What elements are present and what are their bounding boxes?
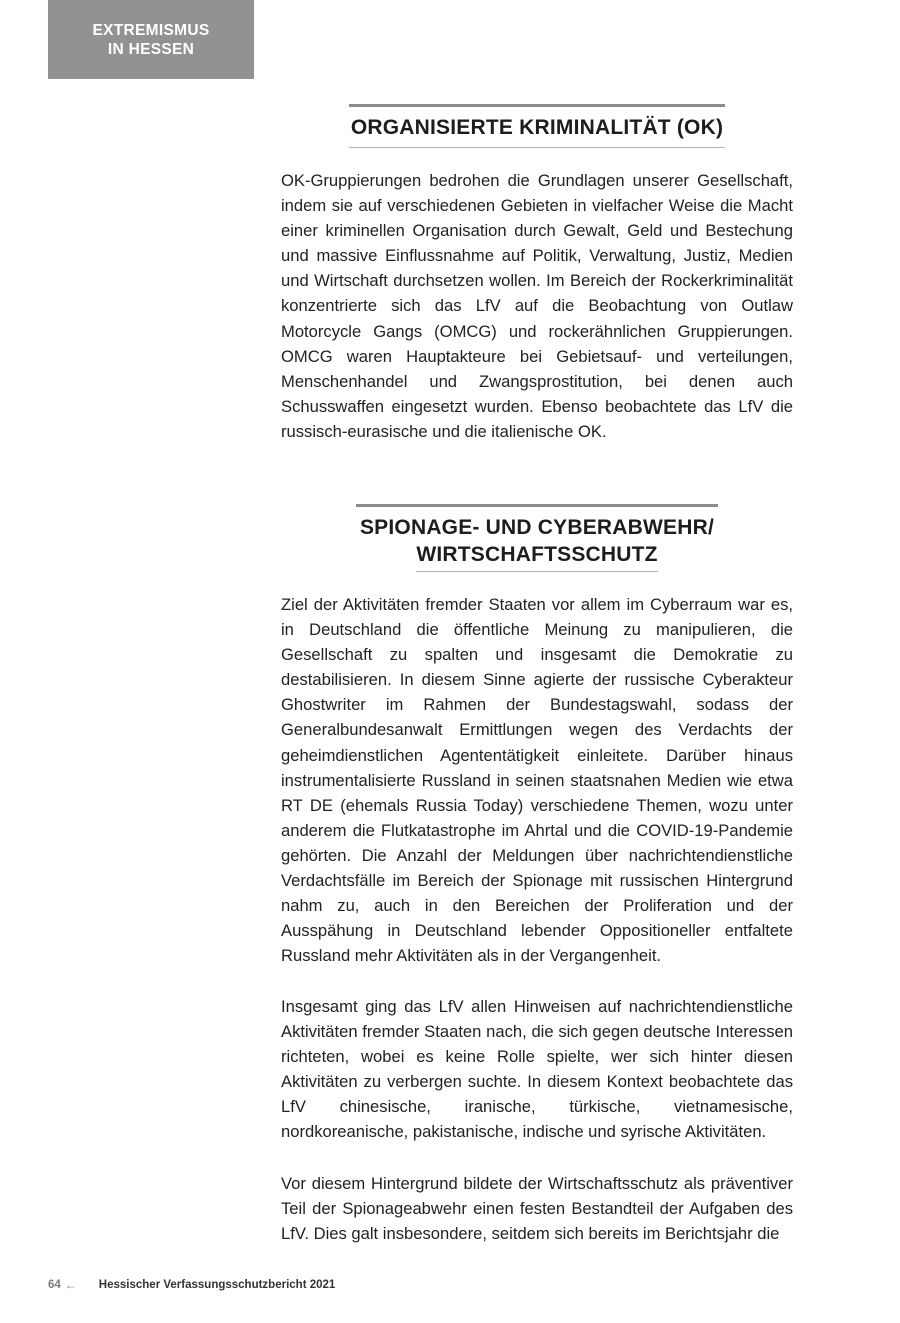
chapter-tab-line1: EXTREMISMUS [92,21,210,39]
section1-top-rule [349,104,725,107]
section1-title: ORGANISIERTE KRIMINALITÄT (OK) [350,116,724,139]
page-number: 64 [48,1279,61,1291]
publication-title: Hessischer Verfassungsschutzbericht 2021 [98,1279,336,1291]
section2-title-line2: WIRTSCHAFTSSCHUTZ [416,543,658,566]
section2-top-rule [356,504,718,507]
section2-title-line1: SPIONAGE- UND CYBERABWEHR/ [359,516,715,539]
page-footer [48,1278,335,1292]
section1-bottom-rule [349,147,725,148]
chapter-tab [48,0,254,79]
section2-paragraph2: Insgesamt ging das LfV allen Hinweisen auf nachrichtendienstliche Aktivitäten fremder Staaten nach, die sich gegen deutsche Interessen richteten, wobei es keine Rolle spielte, wer sich hinter diesen Aktivitäten zu verbergen suchte. In diesem Kontext beobachtete das LfV chinesische, iranische, türkische, vietnamesische, nordkoreanische, pakistanische, indische und syrische Aktivitäten. [281,997,793,1142]
arrow-left-icon: ← [64,1278,77,1292]
chapter-tab-line2: IN HESSEN [107,40,195,58]
section1-paragraph: OK-Gruppierungen bedrohen die Grundlagen unserer Gesellschaft, indem sie auf verschiedenen Gebieten in vielfacher Weise die Macht einer kriminellen Organisation durch Gewalt, Geld und Bestechung und massive Einflussnahme auf Politik, Verwaltung, Justiz, Medien und Wirtschaft durchsetzen wollen. Im Bereich der Rockerkriminalität konzentrierte sich das LfV auf die Beobachtung von Outlaw Motorcycle Gangs (OMCG) und rockerähnlichen Gruppierungen. OMCG waren Hauptakteure bei Gebietsauf- und verteilungen, Menschenhandel und Zwangsprostitution, bei denen auch Schusswaffen eingesetzt wurden. Ebenso beobachtete das LfV die russisch-eurasische und die italienische OK. [281,171,793,441]
section2-bottom-rule [416,571,658,572]
section2-paragraph3: Vor diesem Hintergrund bildete der Wirtschaftsschutz als präventiver Teil der Spionageabwehr einen festen Bestandteil der Aufgaben des LfV. Dies galt insbesondere, seitdem sich bereits im Berichtsjahr die [281,1174,793,1244]
section2-title [356,514,718,568]
section2-paragraph1: Ziel der Aktivitäten fremder Staaten vor allem im Cyberraum war es, in Deutschland die öffentliche Meinung zu manipulieren, die Gesellschaft zu spalten und insgesamt die Demokratie zu destabilisieren. In diesem Sinne agierte der russische Cyberakteur Ghostwriter im Rahmen der Bundestagswahl, sodass der Generalbundesanwalt Ermittlungen wegen des Verdachts der geheimdienstlichen Agententätigkeit einleitete. Darüber hinaus instrumentalisierte Russland in seinen staatsnahen Medien wie etwa RT DE (ehemals Russia Today) verschiedene Themen, wozu unter anderem die Flutkatastrophe im Ahrtal und die COVID-19-Pandemie gehörten. Die Anzahl der Meldungen über nachrichtendienstliche Verdachtsfälle im Bereich der Spionage mit russischen Hintergrund nahm zu, auch in den Bereichen der Proliferation und der Ausspähung in Deutschland lebender Oppositioneller entfaltete Russland mehr Aktivitäten als in der Vergangenheit. [281,595,793,966]
